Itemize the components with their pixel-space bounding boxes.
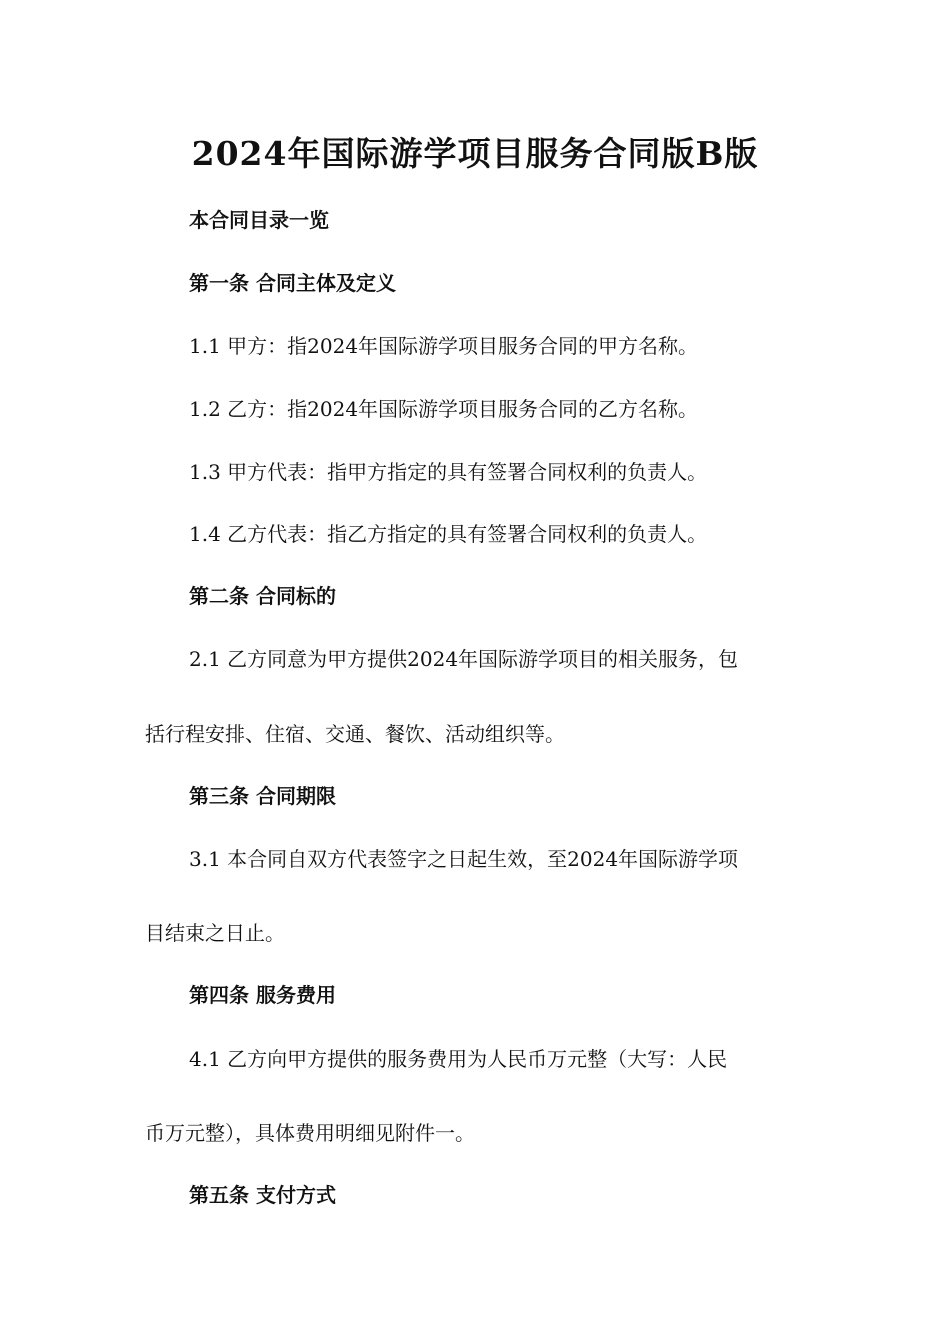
- article3-heading: 第三条 合同期限: [189, 784, 336, 808]
- toc-heading: 本合同目录一览: [189, 208, 329, 232]
- article3-item-1-continued: 目结束之日止。: [145, 921, 285, 945]
- article1-item-2: 1.2 乙方：指2024年国际游学项目服务合同的乙方名称。: [189, 397, 699, 421]
- article1-item-3: 1.3 甲方代表：指甲方指定的具有签署合同权利的负责人。: [189, 460, 708, 484]
- article3-item-1: 3.1 本合同自双方代表签字之日起生效，至2024年国际游学项: [189, 847, 739, 871]
- article2-item-1: 2.1 乙方同意为甲方提供2024年国际游学项目的相关服务，包: [189, 647, 739, 671]
- article4-item-1-continued: 币万元整），具体费用明细见附件一。: [145, 1121, 475, 1145]
- article5-heading: 第五条 支付方式: [189, 1183, 336, 1207]
- article4-item-1: 4.1 乙方向甲方提供的服务费用为人民币万元整（大写：人民: [189, 1047, 728, 1071]
- article2-heading: 第二条 合同标的: [189, 584, 336, 608]
- article1-heading: 第一条 合同主体及定义: [189, 271, 396, 295]
- article1-item-4: 1.4 乙方代表：指乙方指定的具有签署合同权利的负责人。: [189, 522, 708, 546]
- article1-item-1: 1.1 甲方：指2024年国际游学项目服务合同的甲方名称。: [189, 334, 699, 358]
- article2-item-1-continued: 括行程安排、住宿、交通、餐饮、活动组织等。: [145, 722, 565, 746]
- article4-heading: 第四条 服务费用: [189, 983, 336, 1007]
- document-title: 2024年国际游学项目服务合同版B版: [191, 134, 759, 173]
